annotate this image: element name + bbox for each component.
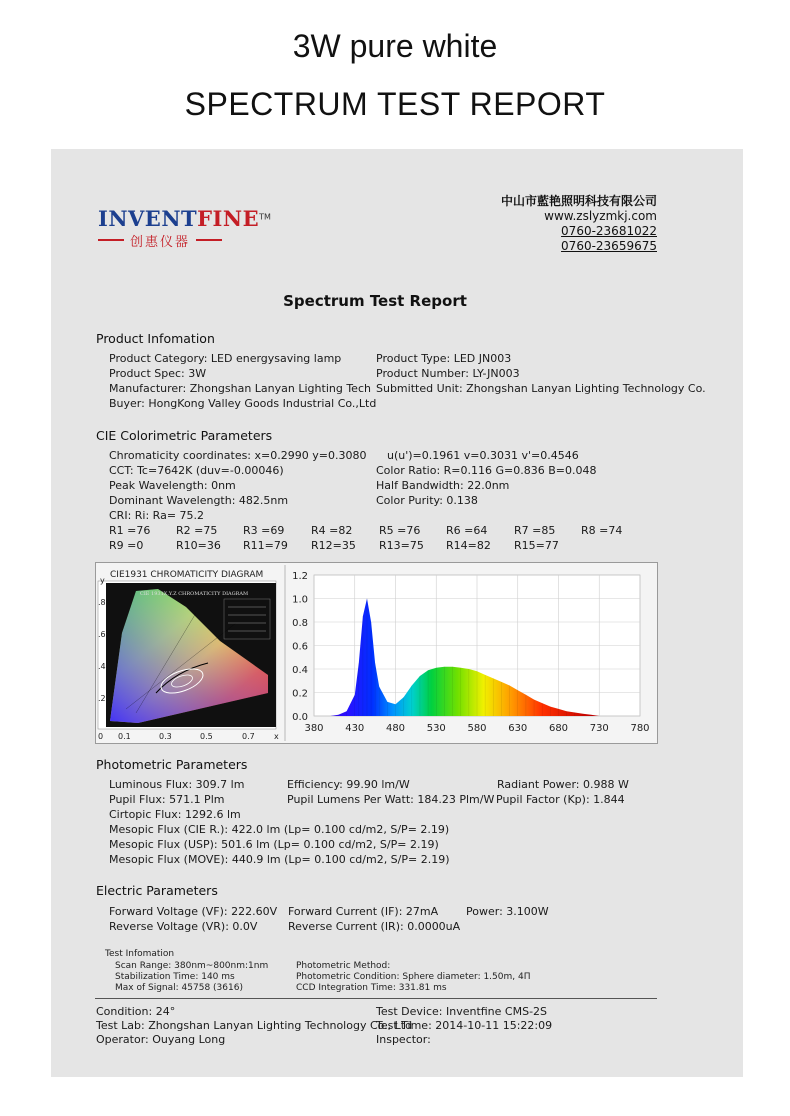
cie-dominant-wavelength: Dominant Wavelength: 482.5nm bbox=[109, 494, 289, 507]
product-spec: Product Spec: 3W bbox=[109, 367, 207, 380]
mesopic-flux-usp: Mesopic Flux (USP): 501.6 lm (Lp= 0.100 cd/m2, S/P= 2.19) bbox=[109, 838, 439, 851]
cie-uv: u(u')=0.1961 v=0.3031 v'=0.4546 bbox=[387, 449, 579, 462]
ri-value-r13: R13=75 bbox=[379, 539, 424, 552]
ri-value-r15: R15=77 bbox=[514, 539, 559, 552]
mesopic-flux-move: Mesopic Flux (MOVE): 440.9 lm (Lp= 0.100 cd/m2, S/P= 2.19) bbox=[109, 853, 450, 866]
x-tick-label: 680 bbox=[548, 723, 569, 734]
ri-value-r4: R4 =82 bbox=[311, 524, 353, 537]
company-phone-2: 0760-23659675 bbox=[561, 239, 657, 253]
logo-tm: TM bbox=[259, 212, 271, 222]
inspector: Inspector: bbox=[376, 1033, 431, 1046]
cie-x-tick: 0.3 bbox=[159, 732, 172, 741]
ri-value-r10: R10=36 bbox=[176, 539, 221, 552]
spectrum-plot bbox=[292, 571, 649, 734]
cie-cct: CCT: Tc=7642K (duv=-0.00046) bbox=[109, 464, 284, 477]
x-tick-label: 430 bbox=[345, 723, 365, 734]
test-info-heading: Test Infomation bbox=[105, 949, 175, 959]
ri-value-r8: R8 =74 bbox=[581, 524, 623, 537]
ri-value-r11: R11=79 bbox=[243, 539, 288, 552]
test-condition: Condition: 24° bbox=[96, 1005, 176, 1018]
cie-y-tick: .6 bbox=[98, 630, 106, 639]
pupil-factor: Pupil Factor (Kp): 1.844 bbox=[496, 793, 625, 806]
cie-x-tick: 0 bbox=[98, 732, 104, 741]
ri-value-r7: R7 =85 bbox=[514, 524, 556, 537]
charts-panel bbox=[95, 562, 658, 744]
company-phone-1: 0760-23681022 bbox=[561, 224, 657, 238]
ri-value-r6: R6 =64 bbox=[446, 524, 488, 537]
ri-value-r5: R5 =76 bbox=[379, 524, 421, 537]
y-tick-label: 1.0 bbox=[292, 594, 308, 606]
efficiency: Efficiency: 99.90 lm/W bbox=[287, 778, 410, 791]
y-tick-label: 0.8 bbox=[292, 618, 308, 629]
section-photometric-heading: Photometric Parameters bbox=[96, 757, 248, 772]
inventfine-logo bbox=[98, 206, 271, 250]
y-tick-label: 0.0 bbox=[292, 712, 308, 723]
mesopic-flux-cie: Mesopic Flux (CIE R.): 422.0 lm (Lp= 0.100 cd/m2, S/P= 2.19) bbox=[109, 823, 450, 836]
power: Power: 3.100W bbox=[466, 905, 549, 918]
section-electric-heading: Electric Parameters bbox=[96, 883, 218, 898]
footer-divider bbox=[95, 998, 657, 999]
report-heading-line2: SPECTRUM TEST REPORT bbox=[184, 86, 606, 122]
operator: Operator: Ouyang Long bbox=[96, 1033, 226, 1046]
cie-diagram-title: CIE1931 CHROMATICITY DIAGRAM bbox=[110, 570, 264, 580]
reverse-current: Reverse Current (IR): 0.0000uA bbox=[288, 920, 461, 933]
ri-value-r2: R2 =75 bbox=[176, 524, 218, 537]
logo-wordmark: INVENTFINE bbox=[98, 206, 260, 231]
logo-rule-right bbox=[196, 239, 222, 241]
company-website: www.zslyzmkj.com bbox=[544, 209, 657, 223]
product-category: Product Category: LED energysaving lamp bbox=[109, 352, 342, 365]
section-product-heading: Product Infomation bbox=[96, 331, 215, 346]
section-cie-heading: CIE Colorimetric Parameters bbox=[96, 428, 273, 443]
cie-cri: CRI: Ri: Ra= 75.2 bbox=[109, 509, 205, 522]
cie-half-bandwidth: Half Bandwidth: 22.0nm bbox=[376, 479, 510, 492]
ri-value-r9: R9 =0 bbox=[109, 539, 144, 552]
x-tick-label: 530 bbox=[426, 723, 446, 734]
test-lab: Test Lab: Zhongshan Lanyan Lighting Technology Co., Ltd bbox=[96, 1019, 413, 1032]
ri-value-r3: R3 =69 bbox=[243, 524, 285, 537]
pupil-lumens-per-watt: Pupil Lumens Per Watt: 184.23 Plm/W bbox=[287, 793, 495, 806]
reverse-voltage: Reverse Voltage (VR): 0.0V bbox=[109, 920, 258, 933]
product-manufacturer: Manufacturer: Zhongshan Lanyan Lighting Tech bbox=[109, 382, 371, 395]
ccd-integration-time: CCD Integration Time: 331.81 ms bbox=[296, 983, 447, 993]
cie-y-tick: .8 bbox=[98, 598, 106, 607]
scan-range: Scan Range: 380nm~800nm:1nm bbox=[115, 961, 269, 971]
x-tick-label: 780 bbox=[630, 723, 650, 734]
ri-value-r14: R14=82 bbox=[446, 539, 491, 552]
cie-peak-wavelength: Peak Wavelength: 0nm bbox=[109, 479, 236, 492]
cie-x-tick: 0.7 bbox=[242, 732, 255, 741]
cie-y-tick: .2 bbox=[98, 694, 106, 703]
cie-x-tick: 0.5 bbox=[200, 732, 213, 741]
report-heading-line1: 3W pure white bbox=[292, 28, 498, 64]
x-tick-label: 630 bbox=[508, 723, 528, 734]
pupil-flux: Pupil Flux: 571.1 Plm bbox=[109, 793, 225, 806]
photometric-condition: Photometric Condition: Sphere diameter: 1.50m, 4Π bbox=[296, 972, 531, 982]
cirtopic-flux: Cirtopic Flux: 1292.6 lm bbox=[109, 808, 241, 821]
x-tick-label: 730 bbox=[589, 723, 609, 734]
photometric-method: Photometric Method: bbox=[296, 961, 391, 971]
company-name: 中山市藍艳照明科技有限公司 bbox=[500, 194, 657, 208]
cie-inner-title: CIE 1931X.Y.Z CHROMATICITY DIAGRAM bbox=[140, 591, 249, 597]
product-submitted-unit: Submitted Unit: Zhongshan Lanyan Lighting Technology Co. bbox=[376, 382, 706, 395]
y-tick-label: 1.2 bbox=[292, 571, 308, 582]
x-tick-label: 480 bbox=[385, 723, 406, 734]
test-device: Test Device: Inventfine CMS-2S bbox=[376, 1005, 548, 1018]
cie-y-tick: .4 bbox=[98, 662, 106, 671]
y-tick-label: 0.6 bbox=[292, 641, 308, 653]
cie-x-tick: 0.1 bbox=[118, 732, 131, 741]
test-time: Test Time: 2014-10-11 15:22:09 bbox=[376, 1019, 553, 1032]
document-title: Spectrum Test Report bbox=[283, 292, 467, 310]
cie-color-purity: Color Purity: 0.138 bbox=[376, 494, 478, 507]
logo-chinese: 创惠仪器 bbox=[129, 235, 190, 250]
ri-value-r1: R1 =76 bbox=[109, 524, 151, 537]
stabilization-time: Stabilization Time: 140 ms bbox=[115, 972, 235, 982]
y-tick-label: 0.2 bbox=[292, 688, 308, 700]
product-number: Product Number: LY-JN003 bbox=[376, 367, 520, 380]
luminous-flux: Luminous Flux: 309.7 lm bbox=[109, 778, 245, 791]
forward-voltage: Forward Voltage (VF): 222.60V bbox=[109, 905, 278, 918]
radiant-power: Radiant Power: 0.988 W bbox=[497, 778, 629, 791]
cie-chromaticity: Chromaticity coordinates: x=0.2990 y=0.3080 bbox=[109, 449, 367, 462]
charts-svg bbox=[96, 563, 657, 743]
x-tick-label: 380 bbox=[304, 723, 324, 734]
y-tick-label: 0.4 bbox=[292, 665, 308, 676]
product-type: Product Type: LED JN003 bbox=[376, 352, 512, 365]
cie-color-ratio: Color Ratio: R=0.116 G=0.836 B=0.048 bbox=[376, 464, 597, 477]
ri-value-r12: R12=35 bbox=[311, 539, 356, 552]
product-buyer: Buyer: HongKong Valley Goods Industrial Co.,Ltd bbox=[109, 397, 377, 410]
cie-y-axis-label: y bbox=[100, 576, 105, 585]
max-signal: Max of Signal: 45758 (3616) bbox=[115, 983, 243, 993]
x-tick-label: 580 bbox=[467, 723, 487, 734]
forward-current: Forward Current (IF): 27mA bbox=[288, 905, 439, 918]
cie-x-axis-label: x bbox=[274, 732, 279, 741]
